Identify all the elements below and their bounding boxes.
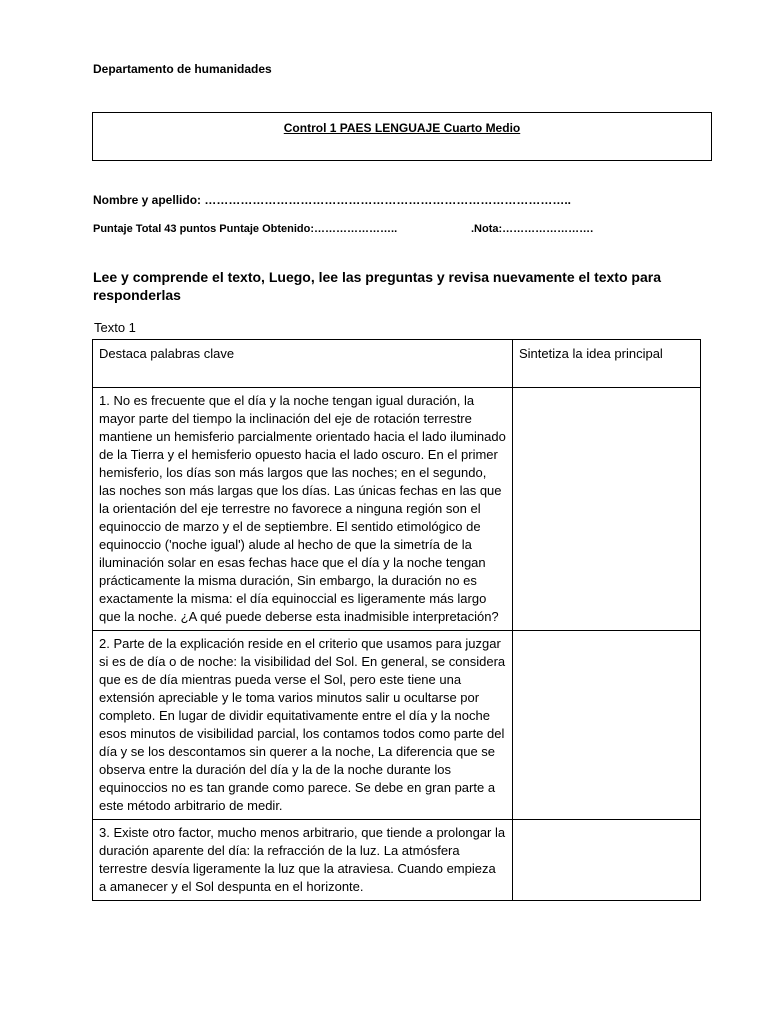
- summary-cell[interactable]: [513, 388, 701, 631]
- summary-cell[interactable]: [513, 631, 701, 820]
- paragraph-cell: 3. Existe otro factor, mucho menos arbitrario, que tiende a prolongar la duración aparente del día: la refracción de la luz. La atmósfera terrestre desvía ligeramente la luz que la atraviesa. Cuando empieza a amanecer y el Sol despunta en el horizonte.: [93, 820, 513, 901]
- activity-table: [92, 339, 701, 901]
- text-label: Texto 1: [94, 320, 136, 335]
- score-line: [93, 223, 594, 235]
- header-main-idea: Sintetiza la idea principal: [513, 340, 701, 388]
- paragraph-cell: 1. No es frecuente que el día y la noche tengan igual duración, la mayor parte del tiempo la inclinación del eje de rotación terrestre mantiene un hemisferio parcialmente orientado hacia el lado iluminado de la Tierra y el hemisferio opuesto hacia el lado oscuro. En el primer hemisferio, los días son más largos que las noches; en el segundo, las noches son más largas que los días. Las únicas fechas en las que la orientación del eje terrestre no favorece a ninguna región son el equinoccio de marzo y el de septiembre. El sentido etimológico de equinoccio ('noche igual') alude al hecho de que la simetría de la iluminación solar en esas fechas hace que el día y la noche tengan prácticamente la misma duración, Sin embargo, la duración no es exactamente la misma: el día equinoccial es ligeramente más largo que la noche. ¿A qué puede deberse esta inadmisible interpretación?: [93, 388, 513, 631]
- table-row: [93, 388, 701, 631]
- paragraph-cell: 2. Parte de la explicación reside en el criterio que usamos para juzgar si es de día o de noche: la visibilidad del Sol. En general, se considera que es de día mientras pueda verse el Sol, pero este tiene una extensión apreciable y le toma varios minutos salir u ocultarse por completo. En lugar de dividir equitativamente entre el día y la noche esos minutos de visibilidad parcial, los contamos todos como parte del día y se los descontamos sin querer a la noche, La diferencia que se observa entre la duración del día y la de la noche durante los equinoccios no es tan grande como parece. Se debe en gran parte a este método arbitrario de medir.: [93, 631, 513, 820]
- title-box: [92, 112, 712, 161]
- table-row: [93, 820, 701, 901]
- table-row: [93, 631, 701, 820]
- instructions: Lee y comprende el texto, Luego, lee las preguntas y revisa nuevamente el texto para responderlas: [93, 269, 661, 303]
- table-header-row: [93, 340, 701, 388]
- name-field: Nombre y apellido: ………………………………………………………………………………..: [93, 193, 572, 207]
- nota-field: .Nota:…………………….: [471, 223, 594, 235]
- score-total: Puntaje Total 43 puntos Puntaje Obtenido:…………………..: [93, 223, 398, 235]
- exam-title: Control 1 PAES LENGUAJE Cuarto Medio: [283, 121, 521, 135]
- header-keywords: Destaca palabras clave: [93, 340, 513, 388]
- summary-cell[interactable]: [513, 820, 701, 901]
- department-heading: Departamento de humanidades: [93, 62, 272, 76]
